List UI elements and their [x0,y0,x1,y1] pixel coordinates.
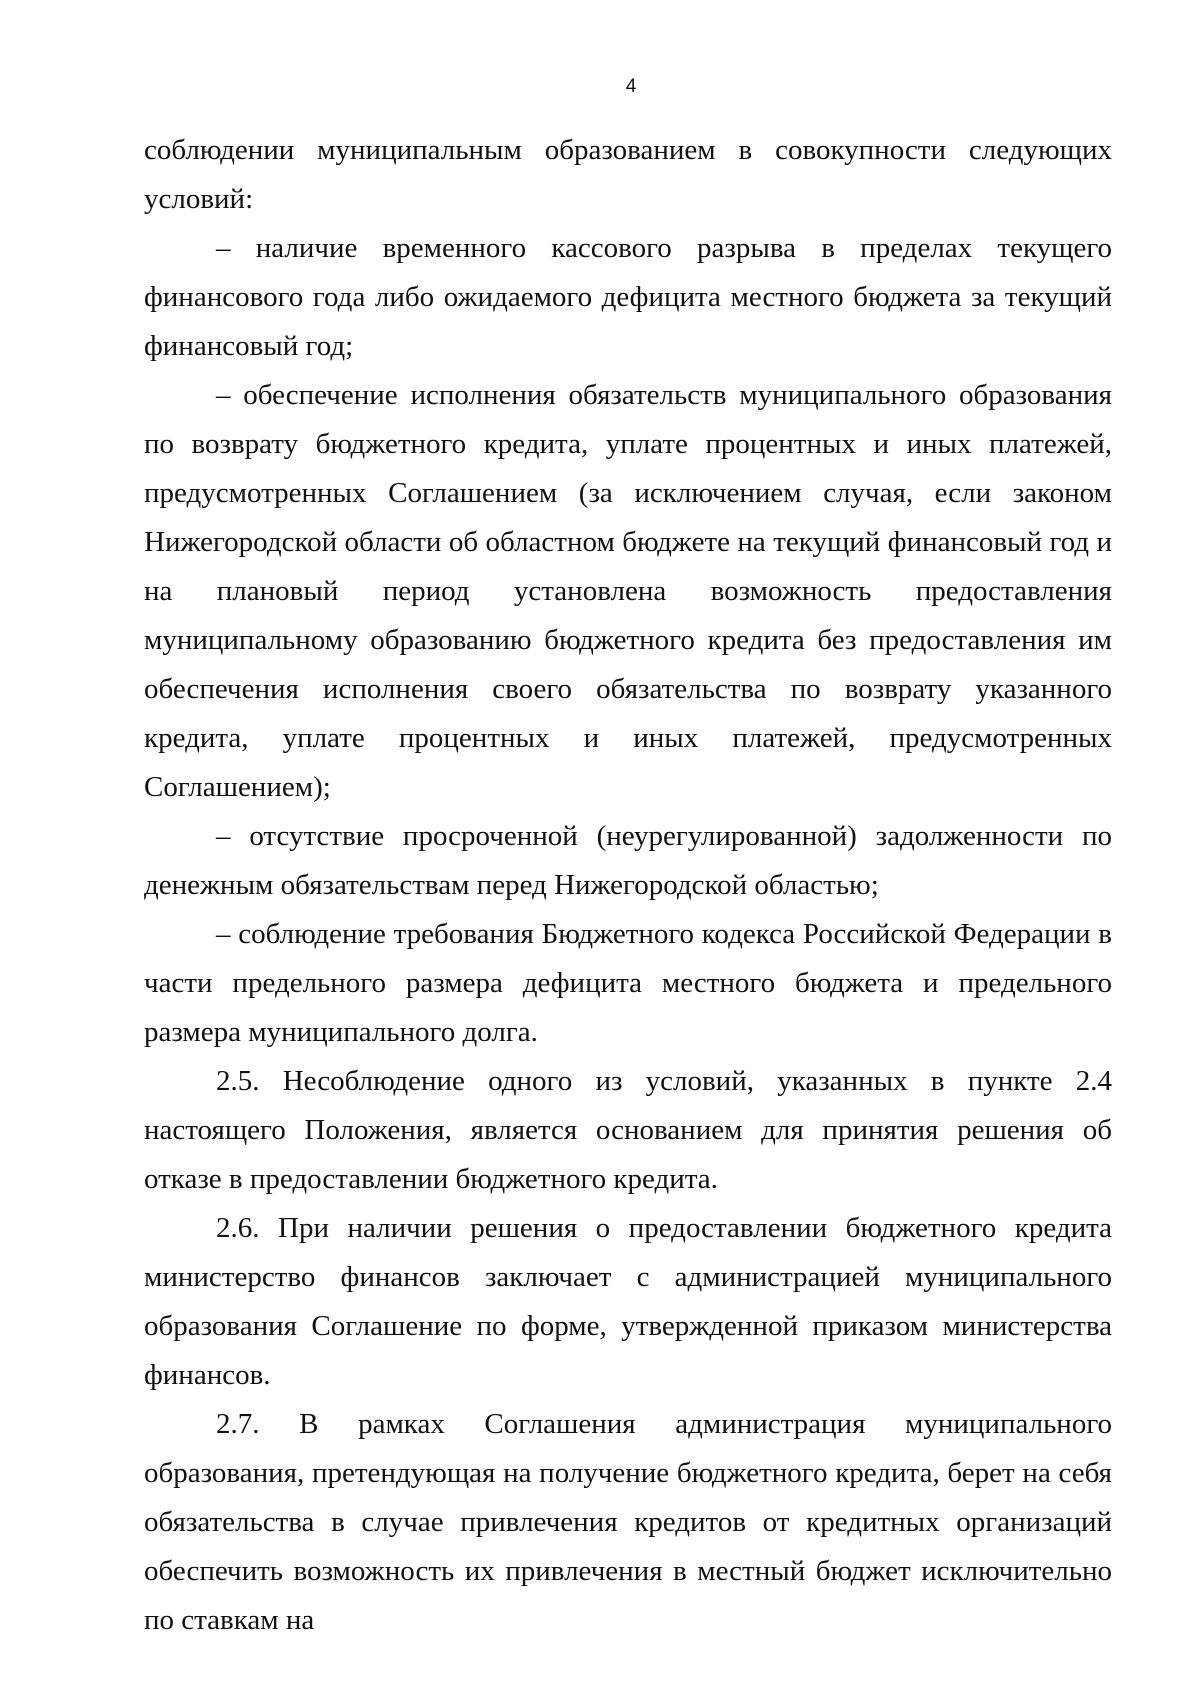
paragraph-cash-gap: – наличие временного кассового разрыва в пределах текущего финансового года либо ожидаемого дефицита местного бюджета за текущий финансовый год; [144,232,1112,362]
paragraph-no-overdue-debt: – отсутствие просроченной (неурегулированной) задолженности по денежным обязательствам перед Нижегородской областью; [144,820,1112,901]
paragraph-clause-2-6: 2.6. При наличии решения о предоставлении бюджетного кредита министерство финансов заключает с администрацией муниципального образования Соглашение по форме, утвержденной приказом министерства финансов. [144,1212,1112,1391]
paragraph-conditions-intro: соблюдении муниципальным образованием в совокупности следующих условий: [144,134,1112,215]
page-number: 4 [625,76,637,97]
paragraph-obligation-security: – обеспечение исполнения обязательств муниципального образования по возврату бюджетного кредита, уплате процентных и иных платежей, предусмотренных Соглашением (за исключением случая, если законом Нижегородской области об областном бюджете на текущий финансовый год и на плановый период установлена возможность предоставления муниципальному образованию бюджетного кредита без предоставления им обеспечения исполнения своего обязательства по возврату указанного кредита, уплате процентных и иных платежей, предусмотренных Соглашением); [144,379,1112,803]
document-body [144,126,1112,1645]
paragraph-clause-2-5: 2.5. Несоблюдение одного из условий, указанных в пункте 2.4 настоящего Положения, является основанием для принятия решения об отказе в предоставлении бюджетного кредита. [144,1065,1112,1195]
paragraph-budget-code-compliance: – соблюдение требования Бюджетного кодекса Российской Федерации в части предельного размера дефицита местного бюджета и предельного размера муниципального долга. [144,918,1112,1048]
paragraph-clause-2-7: 2.7. В рамках Соглашения администрация муниципального образования, претендующая на получение бюджетного кредита, берет на себя обязательства в случае привлечения кредитов от кредитных организаций обеспечить возможность их привлечения в местный бюджет исключительно по ставкам на [144,1408,1112,1636]
